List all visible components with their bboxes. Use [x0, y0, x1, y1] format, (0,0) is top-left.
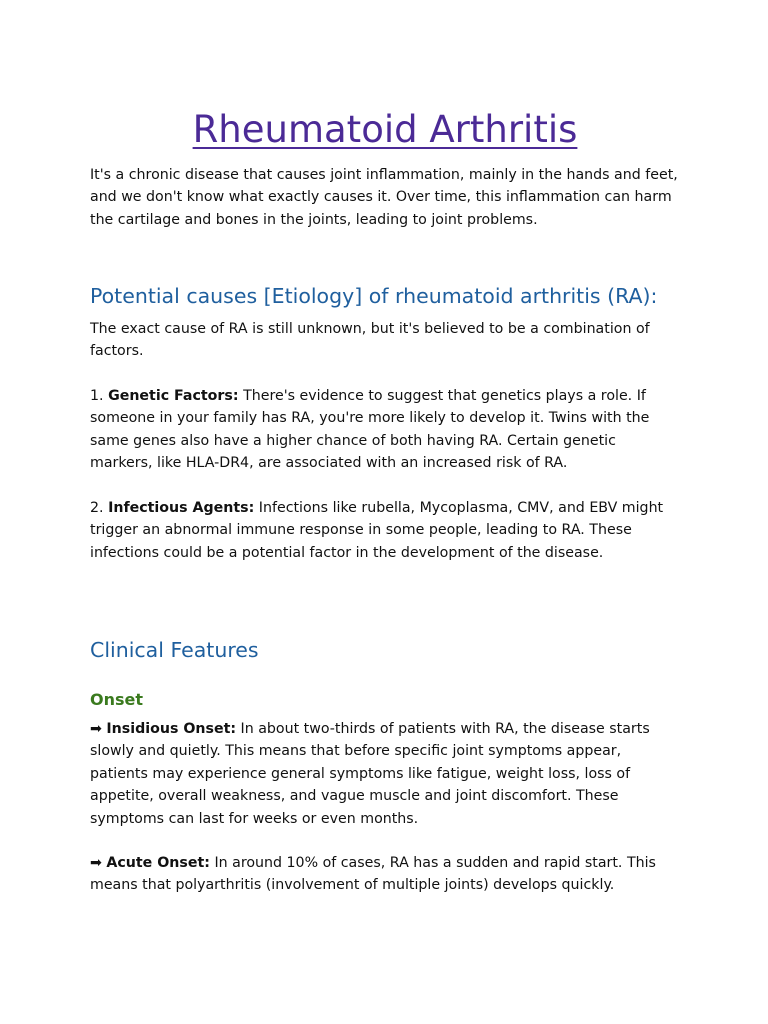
- page-title: Rheumatoid Arthritis: [192, 108, 578, 151]
- item-text: In around 10% of cases, RA has a sudden and rapid start. This means that polyarthritis (involvement of multiple joints) develops quickly.: [90, 855, 656, 894]
- arrow-icon: ➡: [90, 855, 102, 871]
- etiology-intro: The exact cause of RA is still unknown, but it's believed to be a combination of factors.: [90, 321, 650, 360]
- etiology-item-genetic: [90, 385, 680, 475]
- item-text: In about two-thirds of patients with RA, the disease starts slowly and quietly. This means that before specific joint symptoms appear, patients may experience general symptoms like fatigue, weight loss, loss of appetite, overall weakness, and vague muscle and joint discomfort. These symptoms can last for weeks or even months.: [90, 721, 650, 827]
- item-label: Insidious Onset:: [106, 721, 237, 737]
- etiology-item-infectious: [90, 497, 680, 564]
- clinical-item-insidious: [90, 718, 680, 830]
- item-number: 1.: [90, 388, 104, 404]
- item-text: There's evidence to suggest that genetics plays a role. If someone in your family has RA, you're more likely to develop it. Twins with the same genes also have a higher chance of both having RA. Certain genetic markers, like HLA-DR4, are associated with an increased risk of RA.: [90, 388, 650, 472]
- onset-subheading: Onset: [90, 690, 144, 709]
- arrow-icon: ➡: [90, 721, 102, 737]
- item-label: Infectious Agents:: [108, 500, 255, 516]
- item-text: Infections like rubella, Mycoplasma, CMV, and EBV might trigger an abnormal immune response in some people, leading to RA. These infections could be a potential factor in the development of the disease.: [90, 500, 664, 561]
- item-label: Acute Onset:: [106, 855, 210, 871]
- item-number: 2.: [90, 500, 104, 516]
- clinical-features-heading: Clinical Features: [90, 638, 259, 662]
- clinical-item-acute: [90, 852, 680, 897]
- item-label: Genetic Factors:: [108, 388, 239, 404]
- intro-paragraph: It's a chronic disease that causes joint inflammation, mainly in the hands and feet, and we don't know what exactly causes it. Over time, this inflammation can harm the cartilage and bones in the joints, leading to joint problems.: [90, 167, 678, 228]
- etiology-heading: Potential causes [Etiology] of rheumatoid arthritis (RA):: [90, 284, 658, 308]
